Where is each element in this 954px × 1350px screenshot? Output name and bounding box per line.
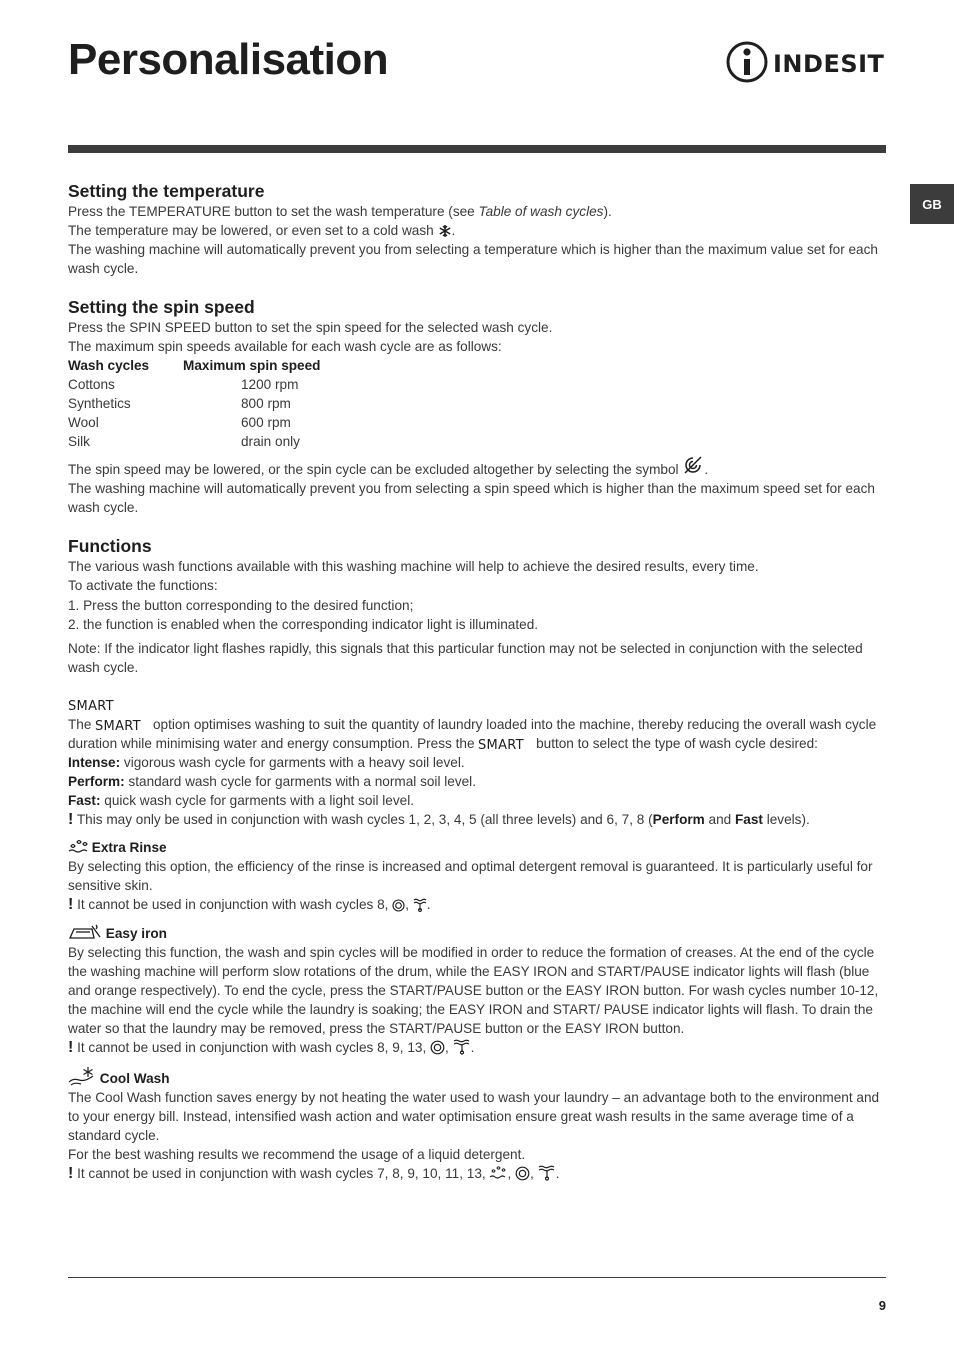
snowflake-icon bbox=[438, 224, 452, 238]
cool-wash-paragraph-2: For the best washing results we recommend the usage of a liquid detergent. bbox=[68, 1147, 526, 1162]
header-rule bbox=[68, 145, 886, 153]
col-max-spin: Maximum spin speed bbox=[183, 358, 321, 373]
easy-iron-warning: ! It cannot be used in conjunction with wash cycles 8, 9, 13, , . bbox=[68, 1039, 475, 1056]
brand-wordmark: INDESIT bbox=[773, 50, 885, 78]
spin-paragraph-2: The maximum spin speeds available for each wash cycle are as follows: bbox=[68, 339, 502, 354]
wool-cycle-icon bbox=[515, 1166, 530, 1181]
temperature-heading: Setting the temperature bbox=[68, 181, 265, 201]
functions-paragraph-2: To activate the functions: bbox=[68, 578, 218, 593]
page-title: Personalisation bbox=[68, 35, 389, 84]
smart-logo-inline bbox=[95, 718, 149, 732]
smart-paragraph: The SMART option optimises washing to suit the quantity of laundry loaded into the machine, thereby reducing the overall wash cycle duration while minimising water and energy consumption. Press the SMART button to select the type of wash cycle desired: bbox=[68, 717, 877, 751]
smart-warning: ! This may only be used in conjunction with wash cycles 1, 2, 3, 4, 5 (all three levels) and 6, 7, 8 (Perform and Fast levels). bbox=[68, 811, 810, 828]
extra-rinse-icon bbox=[68, 839, 88, 855]
smart-logo bbox=[68, 698, 122, 712]
cool-wash-paragraph-1: The Cool Wash function saves energy by not heating the water used to wash your laundry – an advantage both to the environment and to your energy bill. Instead, intensified wash action and water optimisation ensure great wash results in the same average time of a standard cycle. bbox=[68, 1090, 880, 1143]
wool-cycle-icon bbox=[430, 1040, 445, 1055]
spin-table-row: Cottons 1200 rpm bbox=[68, 377, 299, 392]
spin-table-header bbox=[68, 356, 886, 375]
temperature-paragraph-2: The temperature may be lowered, or even set to a cold wash . bbox=[68, 223, 456, 238]
iron-icon bbox=[68, 923, 102, 941]
silk-cycle-icon bbox=[538, 1165, 556, 1181]
svg-text:SMART: SMART bbox=[478, 738, 525, 751]
easy-iron-heading: Easy iron bbox=[68, 923, 886, 943]
spin-table-row: Silk drain only bbox=[68, 434, 300, 449]
spin-paragraph-3: The spin speed may be lowered, or the spin cycle can be excluded altogether by selecting the symbol . bbox=[68, 454, 886, 479]
spin-paragraph-4: The washing machine will automatically prevent you from selecting a spin speed which is higher than the maximum speed set for each wash cycle. bbox=[68, 481, 875, 515]
extra-rinse-warning: ! It cannot be used in conjunction with wash cycles 8, , . bbox=[68, 896, 431, 913]
smart-logo-inline bbox=[478, 737, 532, 751]
warning-icon: ! bbox=[68, 896, 74, 913]
functions-paragraph-1: The various wash functions available with this washing machine will help to achieve the desired results, every time. bbox=[68, 559, 759, 574]
cool-wash-warning: ! It cannot be used in conjunction with wash cycles 7, 8, 9, 10, 11, 13, , , . bbox=[68, 1165, 560, 1182]
functions-step-2: 2. the function is enabled when the corresponding indicator light is illuminated. bbox=[68, 617, 539, 632]
wool-cycle-icon bbox=[392, 899, 405, 912]
spin-paragraph-1: Press the SPIN SPEED button to set the spin speed for the selected wash cycle. bbox=[68, 320, 553, 335]
cool-wash-icon bbox=[68, 1066, 96, 1086]
extra-rinse-heading: Extra Rinse bbox=[68, 838, 886, 857]
footer-rule bbox=[68, 1277, 886, 1278]
smart-intense: Intense: vigorous wash cycle for garments with a heavy soil level. bbox=[68, 755, 465, 770]
cool-wash-heading: Cool Wash bbox=[68, 1066, 886, 1088]
temperature-paragraph-1: Press the TEMPERATURE button to set the wash temperature (see Table of wash cycles). bbox=[68, 204, 612, 219]
warning-icon: ! bbox=[68, 1165, 74, 1182]
extra-rinse-paragraph: By selecting this option, the efficiency of the rinse is increased and optimal detergent removal is guaranteed. It is particularly useful for sensitive skin. bbox=[68, 859, 873, 893]
svg-text:SMART: SMART bbox=[68, 699, 114, 712]
svg-text:SMART: SMART bbox=[95, 719, 142, 732]
page-number: 9 bbox=[878, 1298, 886, 1313]
easy-iron-paragraph: By selecting this function, the wash and spin cycles will be modified in order to reduce the formation of creases. At the end of the cycle the washing machine will perform slow rotations of the drum, while the EASY IRON and START/PAUSE indicator lights will flash (blue and orange respectively). To end the cycle, press the START/PAUSE button or the EASY IRON button. For wash cycles number 10-12, the machine will end the cycle while the laundry is soaking; the EASY IRON and START/ PAUSE indicator lights will flash. To drain the water so that the laundry may be removed, press the START/PAUSE button or the EASY IRON button. bbox=[68, 945, 879, 1036]
functions-heading: Functions bbox=[68, 536, 152, 556]
warning-icon: ! bbox=[68, 811, 74, 828]
silk-cycle-icon bbox=[453, 1039, 471, 1055]
indesit-logo bbox=[726, 40, 888, 84]
spin-table-row: Synthetics 800 rpm bbox=[68, 396, 291, 411]
spin-heading: Setting the spin speed bbox=[68, 297, 255, 317]
language-tab: GB bbox=[910, 184, 954, 224]
functions-note: Note: If the indicator light flashes rapidly, this signals that this particular function may not be selected in conjunction with the selected wash cycle. bbox=[68, 641, 863, 675]
temperature-paragraph-3: The washing machine will automatically prevent you from selecting a temperature which is higher than the maximum value set for each wash cycle. bbox=[68, 242, 878, 276]
smart-perform: Perform: standard wash cycle for garments with a normal soil level. bbox=[68, 774, 476, 789]
smart-fast: Fast: quick wash cycle for garments with a light soil level. bbox=[68, 793, 415, 808]
content bbox=[68, 180, 886, 1183]
silk-cycle-icon bbox=[413, 898, 427, 912]
col-wash-cycles: Wash cycles bbox=[68, 358, 150, 373]
no-spin-icon bbox=[682, 454, 704, 476]
spin-table-row: Wool 600 rpm bbox=[68, 415, 291, 430]
smart-heading bbox=[68, 695, 886, 715]
extra-rinse-cycle-icon bbox=[489, 1165, 507, 1181]
functions-step-1: 1. Press the button corresponding to the desired function; bbox=[68, 598, 414, 613]
warning-icon: ! bbox=[68, 1039, 74, 1056]
